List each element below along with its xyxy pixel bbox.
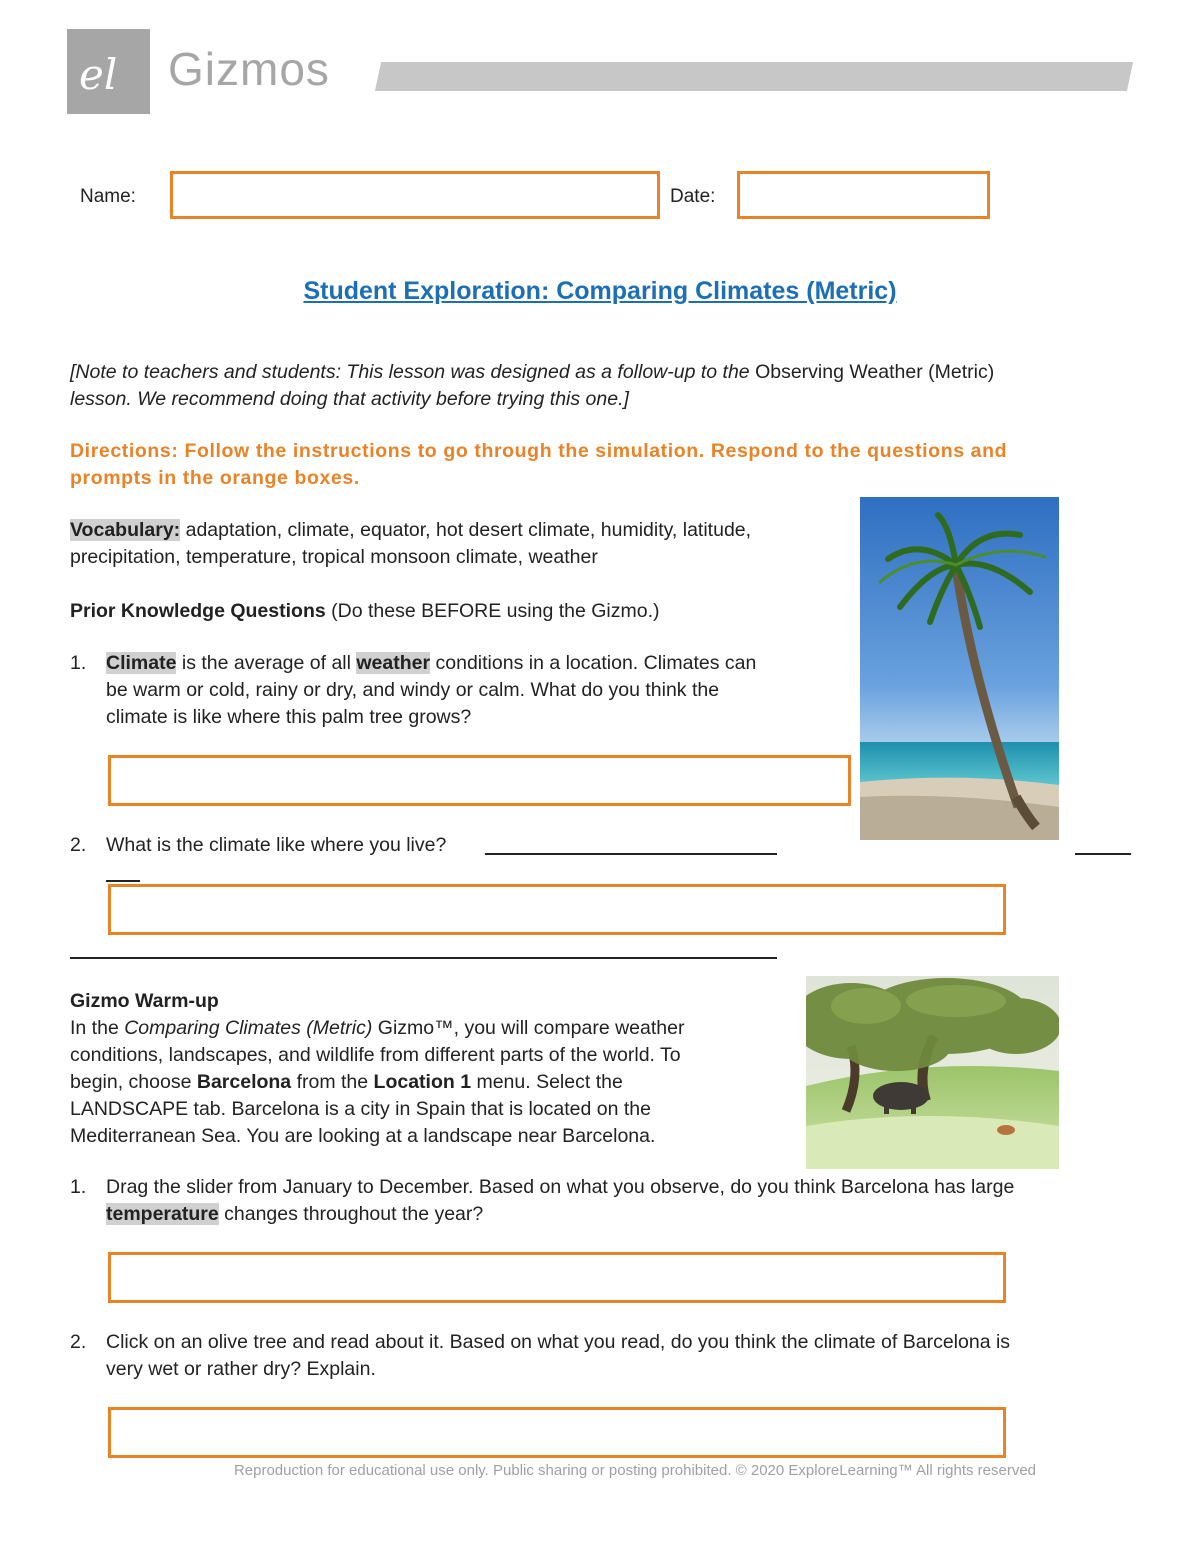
- answer-box-warmup-2[interactable]: [108, 1407, 1006, 1458]
- warmup-section: [70, 988, 790, 1150]
- vocabulary-list-2: precipitation, temperature, tropical monsoon climate, weather: [70, 546, 598, 568]
- warmup-text: Mediterranean Sea. You are looking at a landscape near Barcelona.: [70, 1125, 656, 1147]
- olive-tree-illustration: [806, 976, 1059, 1169]
- header-bar: [375, 62, 1133, 91]
- directions: [70, 438, 1140, 492]
- note-lesson-name: Observing Weather (Metric): [755, 361, 995, 383]
- q1-text: is the average of all: [176, 652, 357, 674]
- warmup-q1-line-2: changes throughout the year?: [218, 1203, 484, 1225]
- name-label: Name:: [80, 186, 136, 207]
- q1-number: 1.: [70, 652, 87, 674]
- warmup-q2-line-2: very wet or rather dry? Explain.: [106, 1358, 376, 1380]
- answer-line: [485, 853, 777, 855]
- date-label: Date:: [670, 186, 716, 207]
- el-logo-icon: [67, 29, 150, 114]
- teacher-note: [70, 359, 1130, 413]
- warmup-q2-line-1: Click on an olive tree and read about it. Based on what you read, do you think the climate of Barcelona is: [106, 1331, 1011, 1353]
- warmup-text: begin, choose: [70, 1071, 197, 1093]
- footer-copyright: Reproduction for educational use only. Public sharing or posting prohibited. © 2020 ExploreLearning™ All rights reserved: [233, 1462, 1037, 1479]
- page-title: Student Exploration: Comparing Climates (Metric): [303, 277, 897, 305]
- warmup-text: from the: [291, 1071, 374, 1093]
- prior-question-2: What is the climate like where you live?: [106, 834, 447, 856]
- section-divider: [70, 957, 777, 959]
- location-barcelona: Barcelona: [196, 1071, 292, 1093]
- answer-box-warmup-1[interactable]: [108, 1252, 1006, 1303]
- warmup-q2-number: 2.: [70, 1331, 87, 1353]
- warmup-text: Gizmo™, you will compare weather: [372, 1017, 685, 1039]
- warmup-text: In the: [70, 1017, 125, 1039]
- term-temperature: temperature: [106, 1203, 219, 1225]
- warmup-question-1: [106, 1174, 1146, 1228]
- answer-box-prior-1[interactable]: [108, 755, 851, 806]
- answer-line: [1075, 853, 1131, 855]
- q1-text-b: conditions in a location. Climates can: [430, 652, 757, 674]
- warmup-text: LANDSCAPE tab. Barcelona is a city in Spain that is located on the: [70, 1098, 651, 1120]
- note-text-2: lesson. We recommend doing that activity before trying this one.]: [70, 388, 629, 410]
- q1-line-2: be warm or cold, rainy or dry, and windy or calm. What do you think the: [106, 679, 720, 701]
- warmup-text: menu. Select the: [471, 1071, 623, 1093]
- answer-box-prior-2[interactable]: [108, 884, 1006, 935]
- explorelearning-logo: [67, 29, 150, 114]
- location-1-menu: Location 1: [373, 1071, 472, 1093]
- date-field[interactable]: [737, 171, 990, 219]
- vocabulary: [70, 517, 850, 571]
- prior-question-1: [106, 650, 846, 731]
- gizmo-name: Comparing Climates (Metric): [124, 1017, 373, 1039]
- note-text: [Note to teachers and students: This lesson was designed as a follow-up to the: [70, 361, 756, 383]
- gizmos-wordmark: Gizmos: [168, 43, 330, 95]
- prior-knowledge-heading: [70, 598, 850, 625]
- answer-line: [106, 880, 140, 882]
- palm-tree-photo: [860, 497, 1059, 840]
- q2-number: 2.: [70, 834, 87, 856]
- warmup-q1-number: 1.: [70, 1176, 87, 1198]
- vocabulary-label: Vocabulary:: [70, 519, 181, 541]
- svg-text:el: el: [79, 50, 118, 99]
- vocabulary-list: adaptation, climate, equator, hot desert climate, humidity, latitude,: [180, 519, 752, 541]
- term-climate: Climate: [106, 652, 177, 674]
- warmup-question-2: [106, 1329, 1146, 1383]
- warmup-q1-line-1: Drag the slider from January to December. Based on what you observe, do you think Barcelona has large: [106, 1176, 1015, 1198]
- warmup-text: conditions, landscapes, and wildlife from different parts of the world. To: [70, 1044, 681, 1066]
- warmup-heading: Gizmo Warm-up: [70, 990, 219, 1012]
- directions-line-1: Directions: Follow the instructions to go through the simulation. Respond to the questions and: [70, 440, 1008, 462]
- q1-line-3: climate is like where this palm tree grows?: [106, 706, 472, 728]
- term-weather: weather: [356, 652, 431, 674]
- prior-heading: Prior Knowledge Questions: [70, 600, 326, 622]
- directions-line-2: prompts in the orange boxes.: [70, 467, 360, 489]
- prior-subheading: (Do these BEFORE using the Gizmo.): [325, 600, 660, 622]
- name-field[interactable]: [170, 171, 660, 219]
